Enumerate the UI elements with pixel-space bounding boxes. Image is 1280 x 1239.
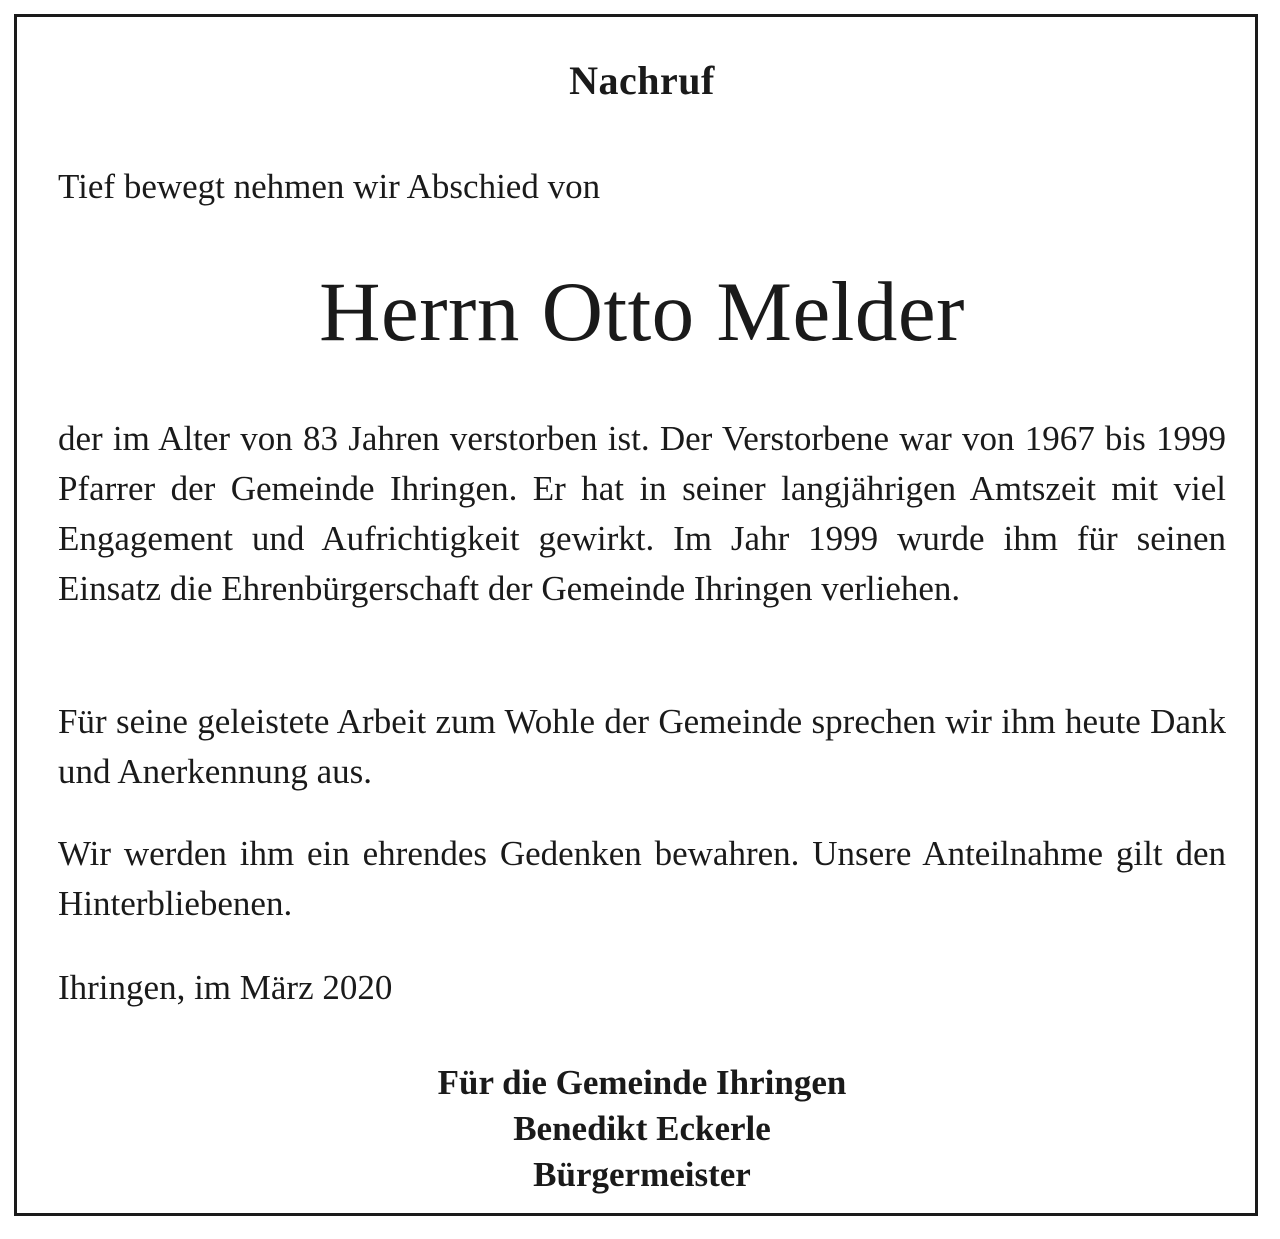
signature-role: Bürgermeister [533, 1155, 751, 1194]
place-date: Ihringen, im März 2020 [58, 968, 393, 1007]
deceased-name: Herrn Otto Melder [319, 265, 965, 359]
notice-heading: Nachruf [569, 58, 715, 103]
notice-intro: Tief bewegt nehmen wir Abschied von [58, 167, 601, 206]
signature-person: Benedikt Eckerle [513, 1109, 771, 1148]
paragraph-biography: der im Alter von 83 Jahren verstorben ist. Der Verstorbene war von 1967 bis 1999 Pfarrer der Gemeinde Ihringen. Er hat in seiner langjährigen Amtszeit mit viel Engagement und Aufrichtigkeit gewirkt. Im Jahr 1999 wurde ihm für seinen Einsatz die Ehrenbürgerschaft der Gemeinde Ihringen verliehen. [58, 419, 1226, 608]
signature-organization: Für die Gemeinde Ihringen [437, 1063, 847, 1102]
paragraph-gratitude: Für seine geleistete Arbeit zum Wohle der Gemeinde sprechen wir ihm heute Dank und Anerkennung aus. [58, 702, 1226, 791]
obituary-frame [14, 14, 1258, 1216]
signature-block [58, 1060, 1226, 1198]
paragraph-remembrance: Wir werden ihm ein ehrendes Gedenken bewahren. Unsere Anteilnahme gilt den Hinterbliebenen. [58, 834, 1226, 923]
